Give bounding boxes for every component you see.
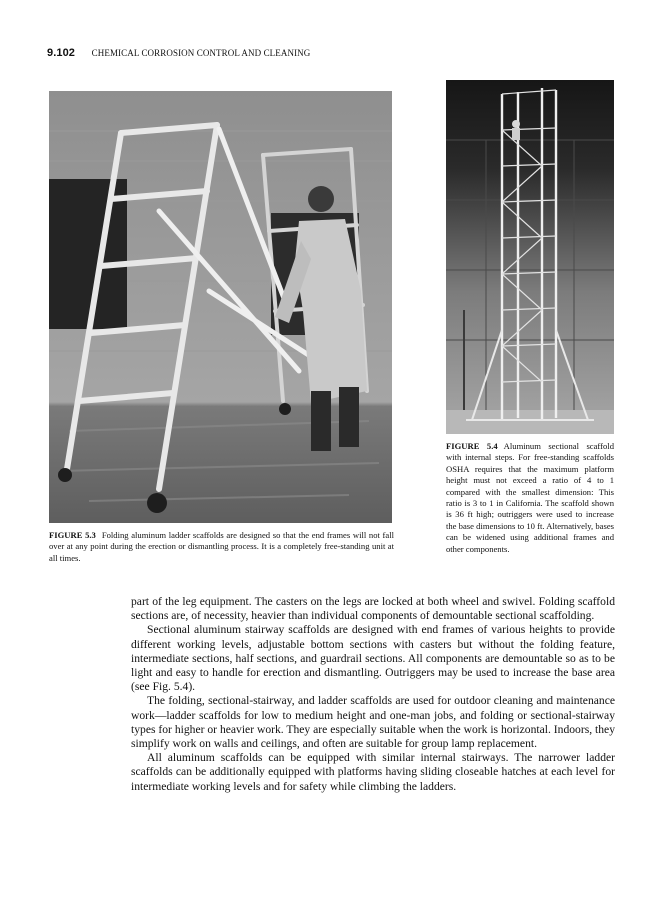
figure-5-3-photo	[49, 91, 392, 523]
figure-5-3-caption	[49, 530, 394, 564]
running-head	[47, 47, 310, 59]
body-paragraph: All aluminum scaffolds can be equipped with similar internal stairways. The narrower ladder scaffolds can be additionally equipped with platforms having sliding closeable hatches at each level for intermediate working levels and for safety while climbing the ladders.	[131, 751, 615, 793]
body-paragraph: The folding, sectional-stairway, and ladder scaffolds are used for outdoor cleaning and maintenance work—ladder scaffolds for low to medium height and one-man jobs, and folding or sectional-stairway types for higher or heavier work. They are especially suitable when the work is horizontal. Indoors, they simplify work on walls and ceilings, and often are suitable for group lamp replacement.	[131, 694, 615, 751]
body-paragraph: part of the leg equipment. The casters on the legs are locked at both wheel and swivel. Folding scaffold sections are, of necessity, heavier than individual components of demountable sectional scaffolding.	[131, 595, 615, 623]
page-number: 9.102	[47, 47, 76, 59]
body-text	[131, 595, 615, 794]
figure-5-3-label: FIGURE 5.3	[49, 530, 96, 540]
figure-5-4-caption	[446, 441, 614, 555]
body-paragraph: Sectional aluminum stairway scaffolds are designed with end frames of various heights to provide different working levels, adjustable bottom sections with casters but without the folding feature, intermediate sections, half sections, and guardrail sections. All components are demountable so as to be light and easy to handle for erection and dismantling. Outriggers may be used to increase the base area (see Fig. 5.4).	[131, 623, 615, 694]
figure-5-4-label: FIGURE 5.4	[446, 441, 498, 451]
figure-5-4-caption-text: Aluminum sectional scaffold with internal steps. For free-standing scaffolds OSHA requires that the maximum platform height must not exceed a ratio of 4 to 1 compared with the smallest dimension: This ratio is 3 to 1 in California. The scaffold shown is 36 ft high; outriggers were used to increase the base dimensions to 10 ft. Alternatively, bases can be widened using additional frames and other components.	[446, 441, 614, 554]
running-title: CHEMICAL CORROSION CONTROL AND CLEANING	[91, 48, 311, 58]
figure-5-4-photo	[446, 80, 614, 434]
figure-5-3-caption-text: Folding aluminum ladder scaffolds are designed so that the end frames will not fall over at any point during the erection or dismantling process. It is a completely free-standing unit at all times.	[49, 530, 394, 563]
